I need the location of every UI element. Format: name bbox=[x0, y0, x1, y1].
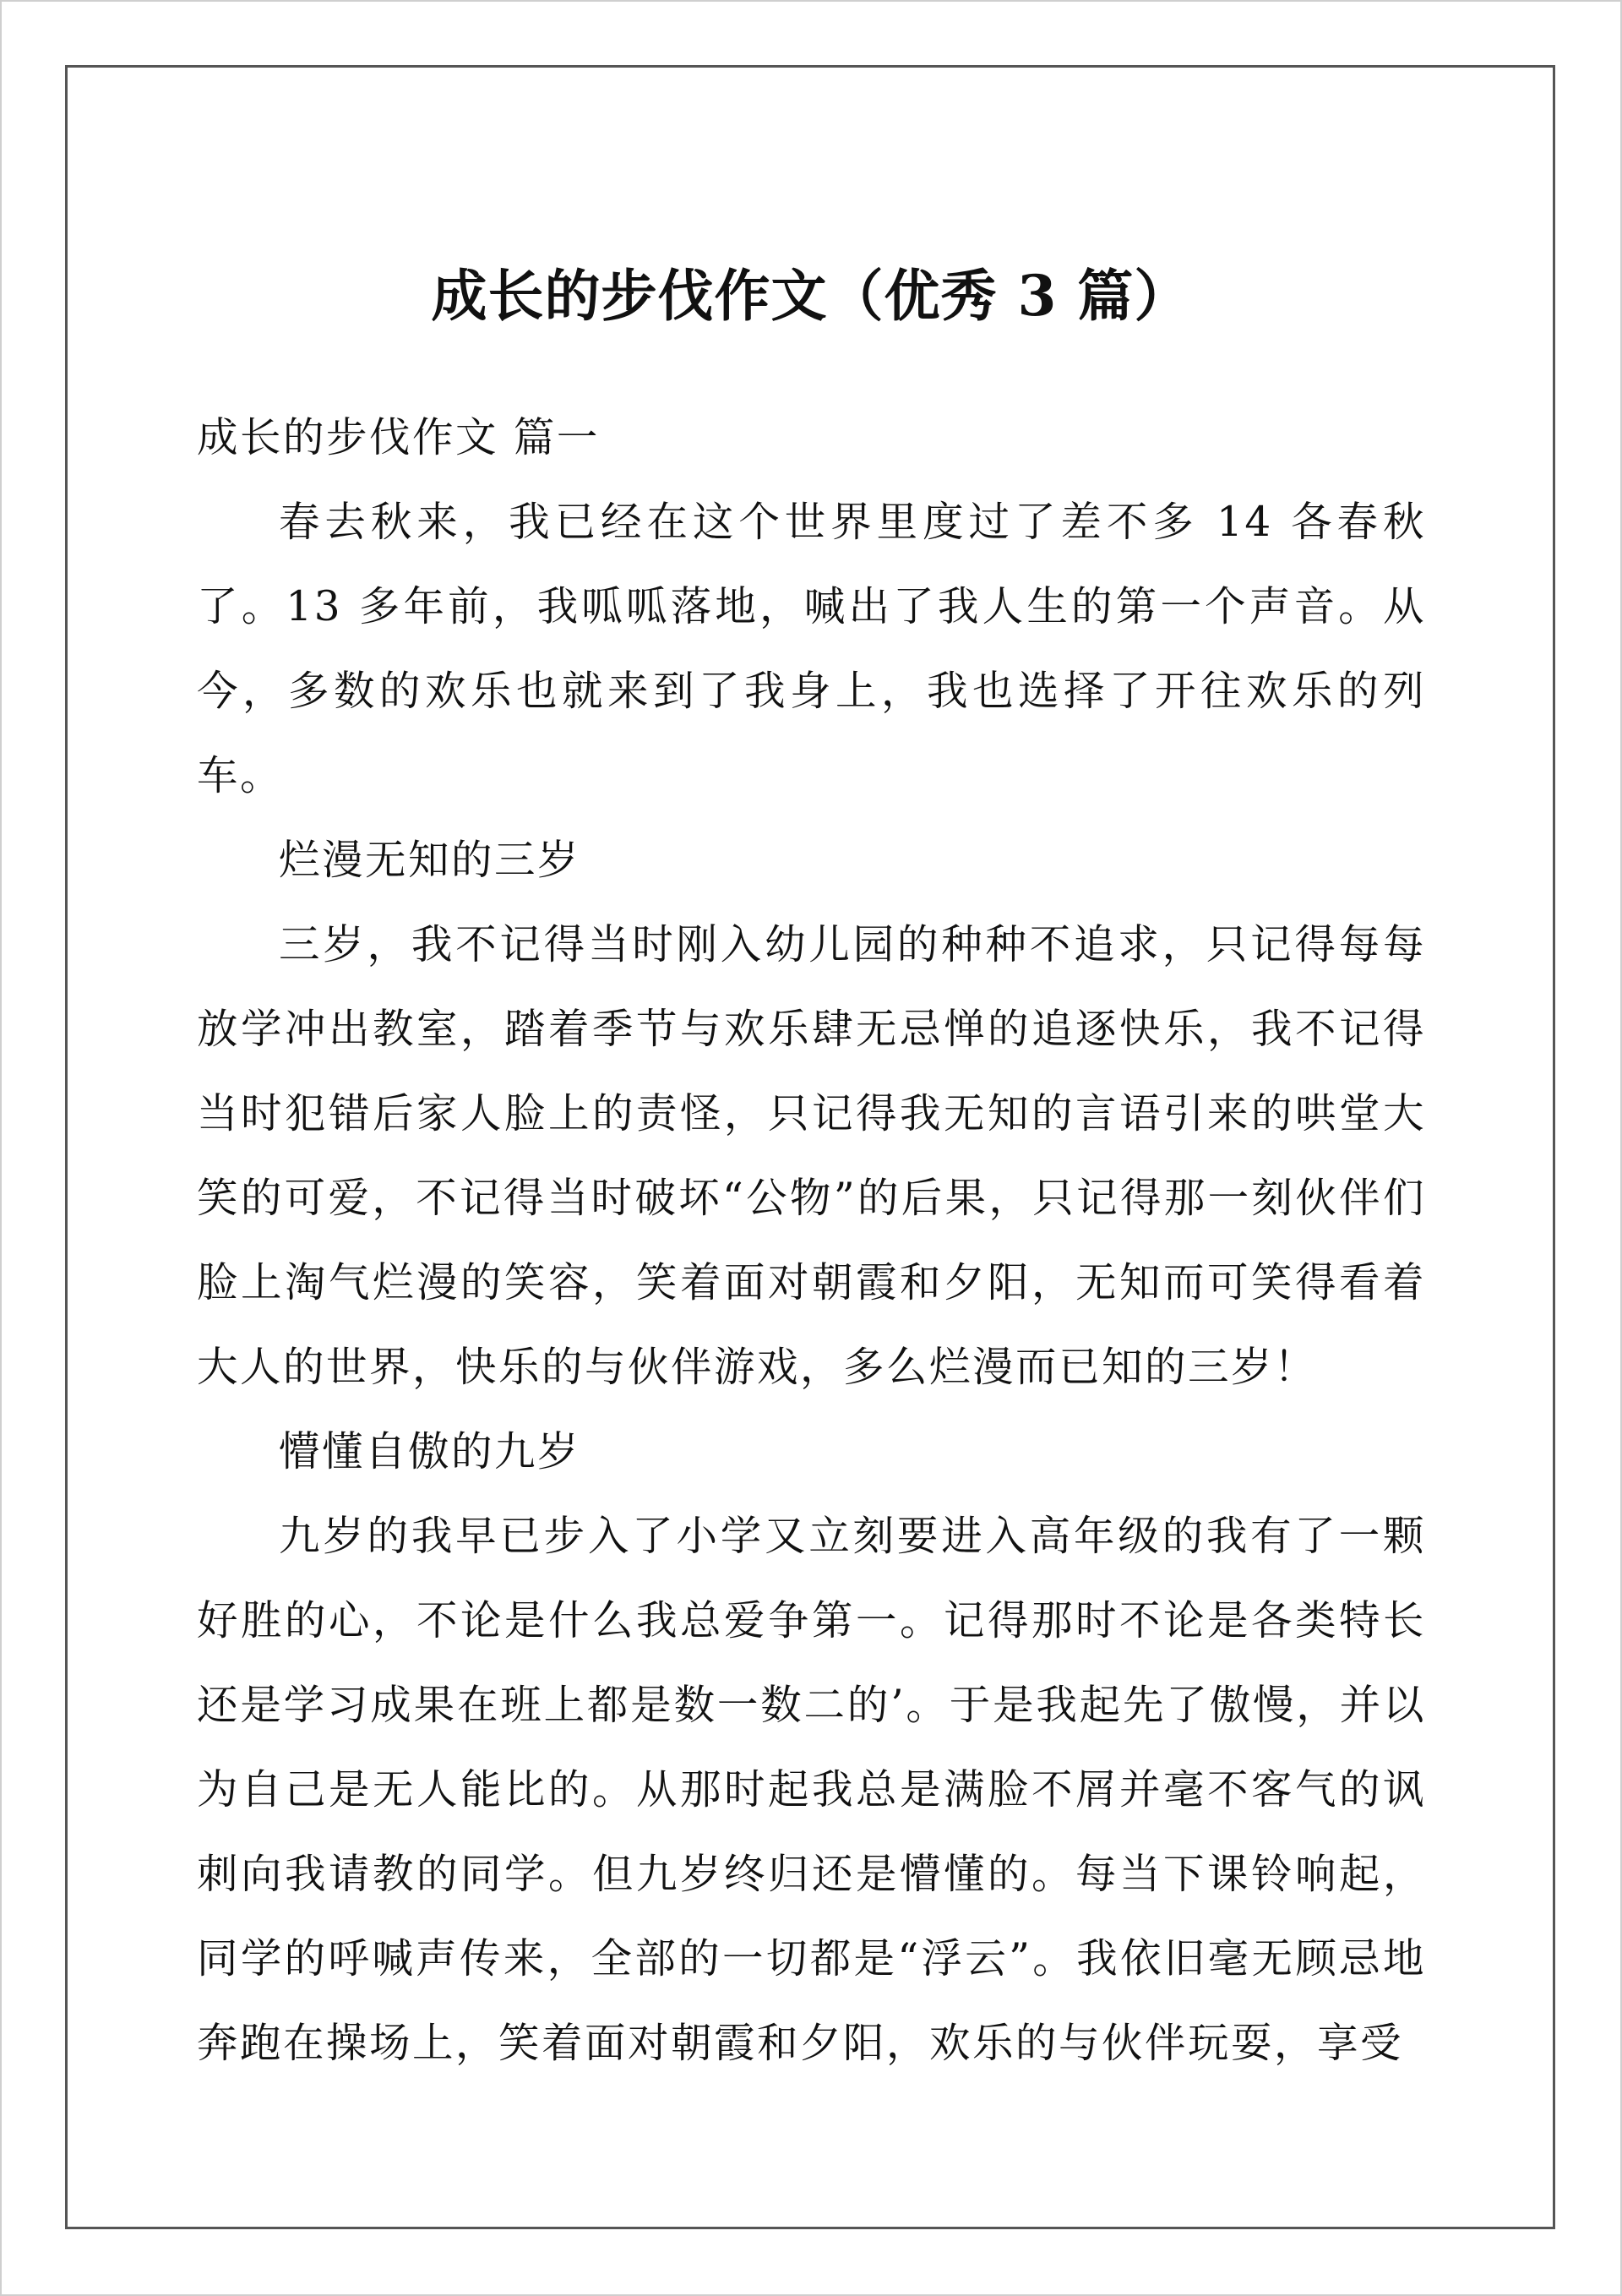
subheading: 懵懂自傲的九岁 bbox=[279, 1428, 581, 1475]
paragraph: 九岁的我早已步入了小学又立刻要进入高年级的我有了一颗好胜的心，不论是什么我总爱争第一。记得那时不论是各类特长还是学习成果在班上都是数一数二的’。于是我起先了傲慢，并以为自己是无人能比的。从那时起我总是满脸不屑并毫不客气的讽刺向我请教的同学。但九岁终归还是懵懂的。每当下课铃响起，同学的呼喊声传来，全部的一切都是“浮云”。我依旧毫无顾忌地奔跑在操场上，笑着面对朝霞和夕阳，欢乐的与伙伴玩耍，享受 bbox=[197, 1513, 1426, 2067]
paragraph: 春去秋来，我已经在这个世界里度过了差不多 14 各春秋了。13 多年前，我呱呱落地，喊出了我人生的第一个声音。从今，多数的欢乐也就来到了我身上，我也选择了开往欢乐的列车。 bbox=[197, 499, 1426, 799]
section-heading: 成长的步伐作文 篇一 bbox=[197, 414, 600, 461]
document-body bbox=[197, 395, 1426, 2086]
document-title: 成长的步伐作文（优秀 3 篇） bbox=[431, 263, 1191, 329]
subheading: 烂漫无知的三岁 bbox=[279, 837, 581, 884]
paragraph: 三岁，我不记得当时刚入幼儿园的种种不追求，只记得每每放学冲出教室，踏着季节与欢乐肆无忌惮的追逐快乐，我不记得当时犯错后家人脸上的责怪，只记得我无知的言语引来的哄堂大笑的可爱，不记得当时破坏“公物”的后果，只记得那一刻伙伴们脸上淘气烂漫的笑容，笑着面对朝霞和夕阳，无知而可笑得看着大人的世界，快乐的与伙伴游戏，多么烂漫而已知的三岁！ bbox=[197, 921, 1426, 1391]
